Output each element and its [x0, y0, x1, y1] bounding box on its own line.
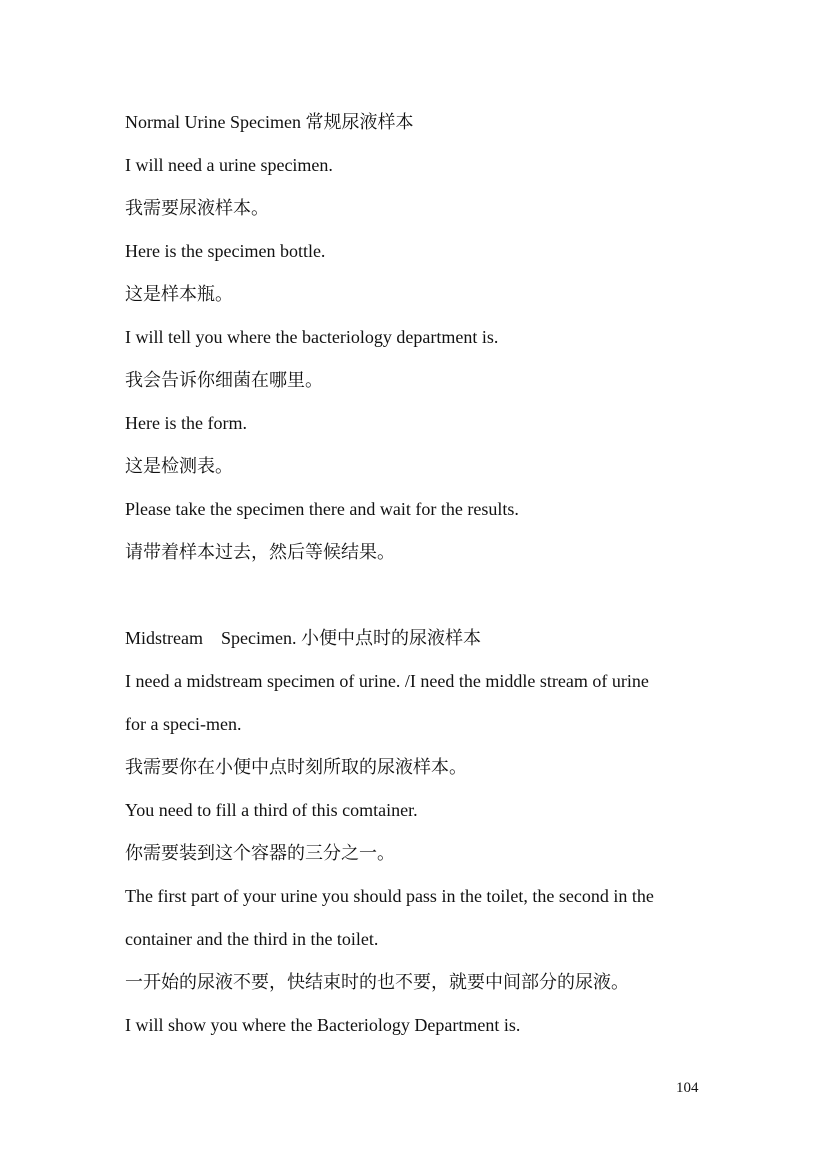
text-line: for a speci-men.	[125, 714, 242, 734]
text-line: 我需要你在小便中点时刻所取的尿液样本。	[125, 757, 467, 777]
text-line: You need to fill a third of this comtainer.	[125, 800, 418, 820]
text-line: I will tell you where the bacteriology department is.	[125, 327, 499, 347]
text-line: 一开始的尿液不要，快结束时的也不要，就要中间部分的尿液。	[125, 972, 629, 992]
text-line: Here is the form.	[125, 413, 247, 433]
text-line: 你需要装到这个容器的三分之一。	[125, 843, 395, 863]
text-line: 这是样本瓶。	[125, 284, 233, 304]
text-line: container and the third in the toilet.	[125, 929, 379, 949]
text-line: 这是检测表。	[125, 456, 233, 476]
text-line: I will need a urine specimen.	[125, 155, 333, 175]
text-line: I will show you where the Bacteriology Department is.	[125, 1015, 521, 1035]
section-heading-normal-urine: Normal Urine Specimen 常规尿液样本	[125, 112, 414, 132]
text-line: Please take the specimen there and wait for the results.	[125, 499, 519, 519]
text-line: Here is the specimen bottle.	[125, 241, 326, 261]
text-line: 我需要尿液样本。	[125, 198, 269, 218]
text-line: 请带着样本过去，然后等候结果。	[125, 542, 395, 562]
section-heading-midstream: Midstream Specimen. 小便中点时的尿液样本	[125, 628, 481, 648]
text-line: 我会告诉你细菌在哪里。	[125, 370, 323, 390]
text-line: The first part of your urine you should pass in the toilet, the second in the	[125, 886, 654, 906]
text-line: I need a midstream specimen of urine. /I need the middle stream of urine	[125, 671, 649, 691]
page-number: 104	[676, 1080, 699, 1096]
